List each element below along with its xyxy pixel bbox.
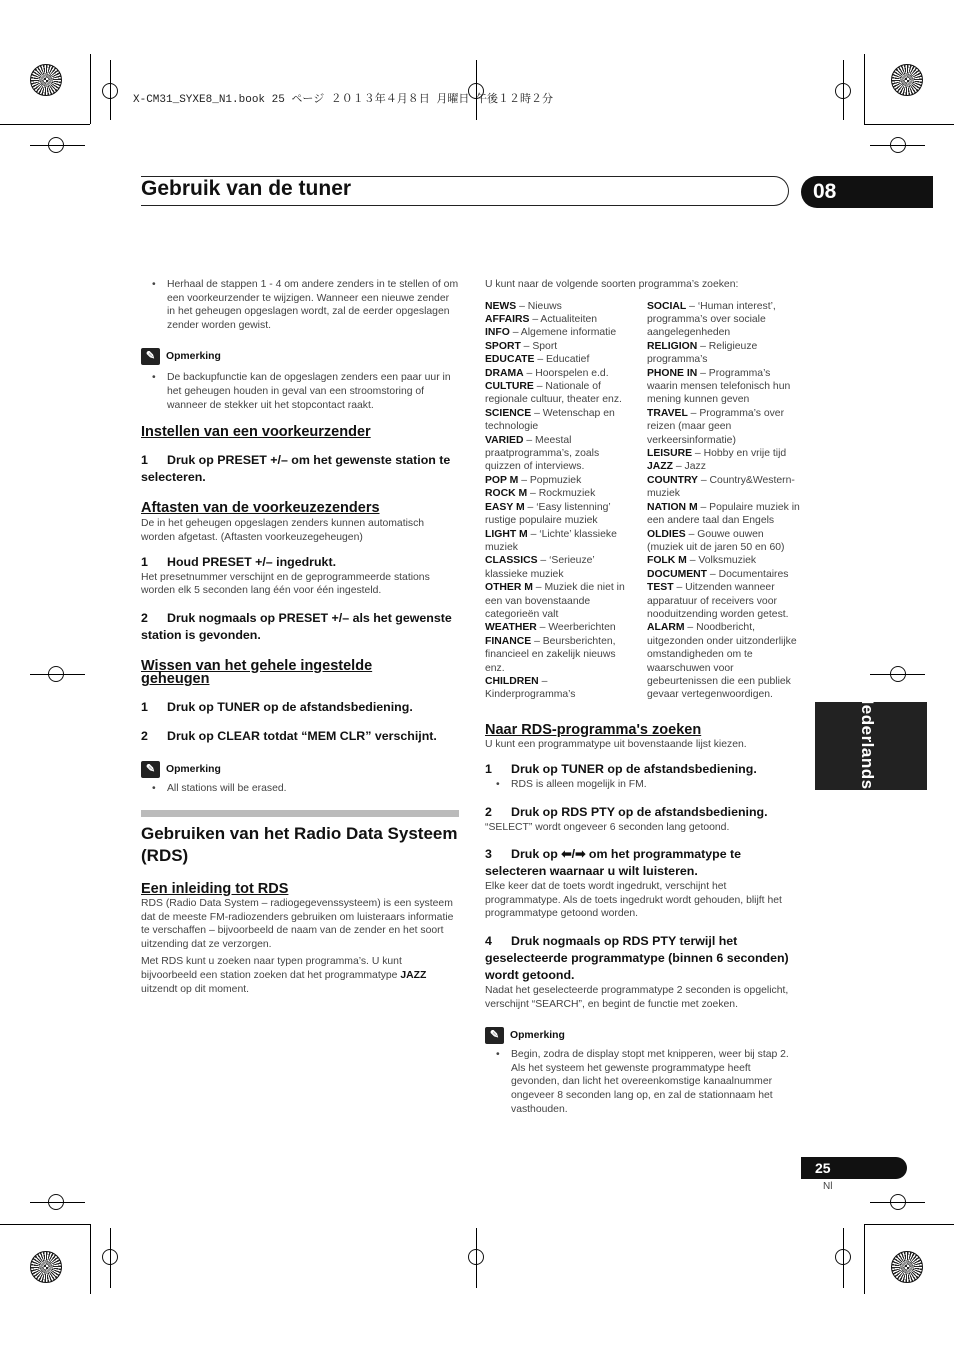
step <box>485 761 800 778</box>
program-type-item: AFFAIRS – Actualiteiten <box>485 314 598 325</box>
program-type-item: VARIED – Meestal praatprogramma’s, zoals quizzen of interviews. <box>485 434 600 473</box>
program-type-item: TRAVEL – Programma’s over reizen (maar geen verkeersinformatie) <box>647 407 785 446</box>
list-item: • Begin, zodra de display stopt met knipperen, weer bij stap 2. Als het systeem het gewenste programmatype heeft gevonden, dan licht het overeenkomstige kanaalnummer ongeveer 8 seconden lang op, en zal de stationnaam het vasthouden. <box>485 1048 800 1116</box>
list-item: • Herhaal de stappen 1 - 4 om andere zenders in te stellen of om een voorkeurzender te wijzigen. Wanneer een nieuwe zender in het geheugen opgeslagen wordt, zal de eerder opgeslagen zender worden gewist. <box>141 278 459 332</box>
chapter-number: 08 <box>801 176 933 208</box>
program-type-column <box>485 300 635 702</box>
step-number: 4 <box>485 933 492 948</box>
list-item: • RDS is alleen mogelijk in FM. <box>485 778 800 792</box>
step-number: 1 <box>141 699 148 714</box>
program-type-item: OTHER M – Muziek die niet in een van bovenstaande categorieën valt <box>485 582 625 620</box>
registration-disc-icon <box>30 64 62 96</box>
registration-disc-icon <box>891 64 923 96</box>
step-number: 2 <box>141 728 148 743</box>
section-heading: Instellen van een voorkeurzender <box>141 424 371 441</box>
note-pencil-icon: ✎ <box>485 1027 504 1044</box>
program-type-item: TEST – Uitzenden wanneer apparatuur of receivers voor nooduitzending worden getest. <box>647 582 789 620</box>
language-tab-label: Nederlands <box>858 692 877 790</box>
program-type-item: DOCUMENT – Documentaires <box>647 568 789 580</box>
program-type-item: COUNTRY – Country&Western-muziek <box>647 474 795 500</box>
registration-disc-icon <box>30 1251 62 1283</box>
program-type-item: SOCIAL – ‘Human interest’, programma’s over sociale aangelegenheden <box>647 300 776 339</box>
step-number: 1 <box>141 554 148 569</box>
step <box>141 699 459 716</box>
program-type-item: PHONE IN – Programma’s waarin mensen telefonisch hun mening kunnen geven <box>647 367 791 406</box>
section-heading: Naar RDS-programma's zoeken <box>485 721 702 738</box>
step-text: Druk op PRESET +/– om het gewenste station te selecteren. <box>141 452 451 484</box>
program-type-item: CULTURE – Nationale of regionale cultuur, theater enz. <box>485 381 622 406</box>
list-item: • All stations will be erased. <box>141 782 459 796</box>
section-divider <box>141 810 459 817</box>
step <box>485 846 800 880</box>
program-type-list <box>485 300 800 702</box>
right-column <box>485 278 800 1116</box>
paragraph: “SELECT” wordt ongeveer 6 seconden lang getoond. <box>485 821 730 833</box>
step-text: Druk nogmaals op PRESET +/– als het gewenste station is gevonden. <box>141 610 452 642</box>
step <box>485 804 800 821</box>
program-type-item: POP M – Popmuziek <box>485 474 582 486</box>
program-type-item: INFO – Algemene informatie <box>485 327 617 339</box>
program-type-item: LIGHT M – ‘Lichte’ klassieke muziek <box>485 528 617 553</box>
step <box>485 933 800 984</box>
print-meta: X-CM31_SYXE8_N1.book 25 ページ ２０１３年４月８日 月曜日 午後１２時２分 <box>133 94 554 106</box>
program-type-column <box>647 300 800 702</box>
step <box>141 554 459 571</box>
program-type-item: JAZZ – Jazz <box>647 461 706 473</box>
list-item: • De backupfunctie kan de opgeslagen zenders een paar uur in het geheugen houden in geval van een stroomstoring of wanneer de stekker uit het stopcontact raakt. <box>141 371 459 412</box>
note-pencil-icon: ✎ <box>141 348 160 365</box>
program-type-item: FOLK M – Volksmuziek <box>647 555 757 567</box>
note-label: Opmerking <box>510 1029 565 1041</box>
paragraph: Het presetnummer verschijnt en de geprogrammeerde stations worden elk 5 seconden lang één voor één ingesteld. <box>141 571 430 597</box>
program-type-item: CHILDREN – Kinderprogramma’s <box>485 675 576 701</box>
step <box>141 452 459 486</box>
paragraph: RDS (Radio Data System – radiogegevenssysteem) is een systeem dat de meeste FM-radiozenders gebruiken om luisteraars informatie te verschaffen – bijvoorbeeld de naam van de zender en het soort uitzending dat ze verzorgen. <box>141 898 454 950</box>
step-text: Houd PRESET +/– ingedrukt. <box>167 554 337 569</box>
program-type-item: LEISURE – Hobby en vrije tijd <box>647 448 787 460</box>
program-type-item: NATION M – Populaire muziek in een andere taal dan Engels <box>647 501 800 527</box>
step-number: 3 <box>485 847 492 862</box>
step-text: Druk nogmaals op RDS PTY terwijl het geselecteerde programmatype (binnen 6 seconden) wordt getoond. <box>485 933 789 982</box>
note-heading <box>141 761 459 778</box>
note-heading <box>485 1027 800 1044</box>
step-text: Druk op CLEAR totdat “MEM CLR” verschijnt. <box>167 728 437 743</box>
program-type-item: SPORT – Sport <box>485 340 558 352</box>
step-text: Druk op ⬅/➡ om het programmatype te selecteren waarnaar u wilt luisteren. <box>485 847 742 879</box>
step-number: 2 <box>141 610 148 625</box>
paragraph: Nadat het geselecteerde programmatype 2 seconden is opgelicht, verschijnt “SEARCH”, en begint de functie met zoeken. <box>485 984 789 1010</box>
step-number: 2 <box>485 804 492 819</box>
program-type-item: EDUCATE – Educatief <box>485 354 590 366</box>
program-type-item: ROCK M – Rockmuziek <box>485 488 596 500</box>
paragraph: U kunt een programmatype uit bovenstaande lijst kiezen. <box>485 739 747 751</box>
main-heading: Gebruiken van het Radio Data Systeem (RDS) <box>141 823 458 865</box>
left-column <box>141 278 459 996</box>
program-type-item: EASY M – ‘Easy listenning’ rustige populaire muziek <box>485 501 611 527</box>
program-type-item: OLDIES – Gouwe ouwen (muziek uit de jaren 50 en 60) <box>647 528 785 553</box>
language-code: Nl <box>823 1181 833 1192</box>
section-heading: Wissen van het gehele ingestelde geheugen <box>141 657 373 688</box>
paragraph: Elke keer dat de toets wordt ingedrukt, verschijnt het programmatype. Als de toets ingedrukt wordt gehouden, blijft het programmatype getoond worden. <box>485 881 782 920</box>
program-type-item: WEATHER – Weerberichten <box>485 622 616 634</box>
note-label: Opmerking <box>166 763 221 775</box>
step-text: Druk op TUNER op de afstandsbediening. <box>167 699 413 714</box>
step-number: 1 <box>485 761 492 776</box>
program-type-item: ALARM – Noodbericht, uitgezonden onder uitzonderlijke omstandigheden om te waarschuwen voor gebeurtenissen die een publiek gevaar vertegenwoordigen. <box>647 622 797 701</box>
program-type-item: SCIENCE – Wetenschap en technologie <box>485 407 615 433</box>
program-type-item: CLASSICS – ‘Serieuze’ klassieke muziek <box>485 555 595 580</box>
note-pencil-icon: ✎ <box>141 761 160 778</box>
program-type-item: DRAMA – Hoorspelen e.d. <box>485 367 609 379</box>
language-tab <box>815 692 927 790</box>
section-heading: Aftasten van de voorkeuzezenders <box>141 499 380 516</box>
step-number: 1 <box>141 452 148 467</box>
program-type-item: NEWS – Nieuws <box>485 300 562 312</box>
note-heading <box>141 348 459 365</box>
page-title: Gebruik van de tuner <box>141 177 352 200</box>
step <box>141 728 459 745</box>
step <box>141 610 459 644</box>
program-type-item: RELIGION – Religieuze programma’s <box>647 340 758 366</box>
paragraph: Met RDS kunt u zoeken naar typen programma’s. U kunt bijvoorbeeld een station zoeken dat het programmatype JAZZ uitzendt op dit moment. <box>141 956 427 995</box>
program-type-item: FINANCE – Beursberichten, financieel en zakelijk nieuws enz. <box>485 635 616 674</box>
registration-disc-icon <box>891 1251 923 1283</box>
note-label: Opmerking <box>166 351 221 363</box>
step-text: Druk op RDS PTY op de afstandsbediening. <box>511 804 768 819</box>
paragraph: U kunt naar de volgende soorten programma’s zoeken: <box>485 279 739 290</box>
section-heading: Een inleiding tot RDS <box>141 880 289 897</box>
page-number: 25 <box>801 1157 907 1179</box>
paragraph: De in het geheugen opgeslagen zenders kunnen automatisch worden afgetast. (Aftasten voorkeuzegeheugen) <box>141 518 425 543</box>
step-text: Druk op TUNER op de afstandsbediening. <box>511 761 757 776</box>
